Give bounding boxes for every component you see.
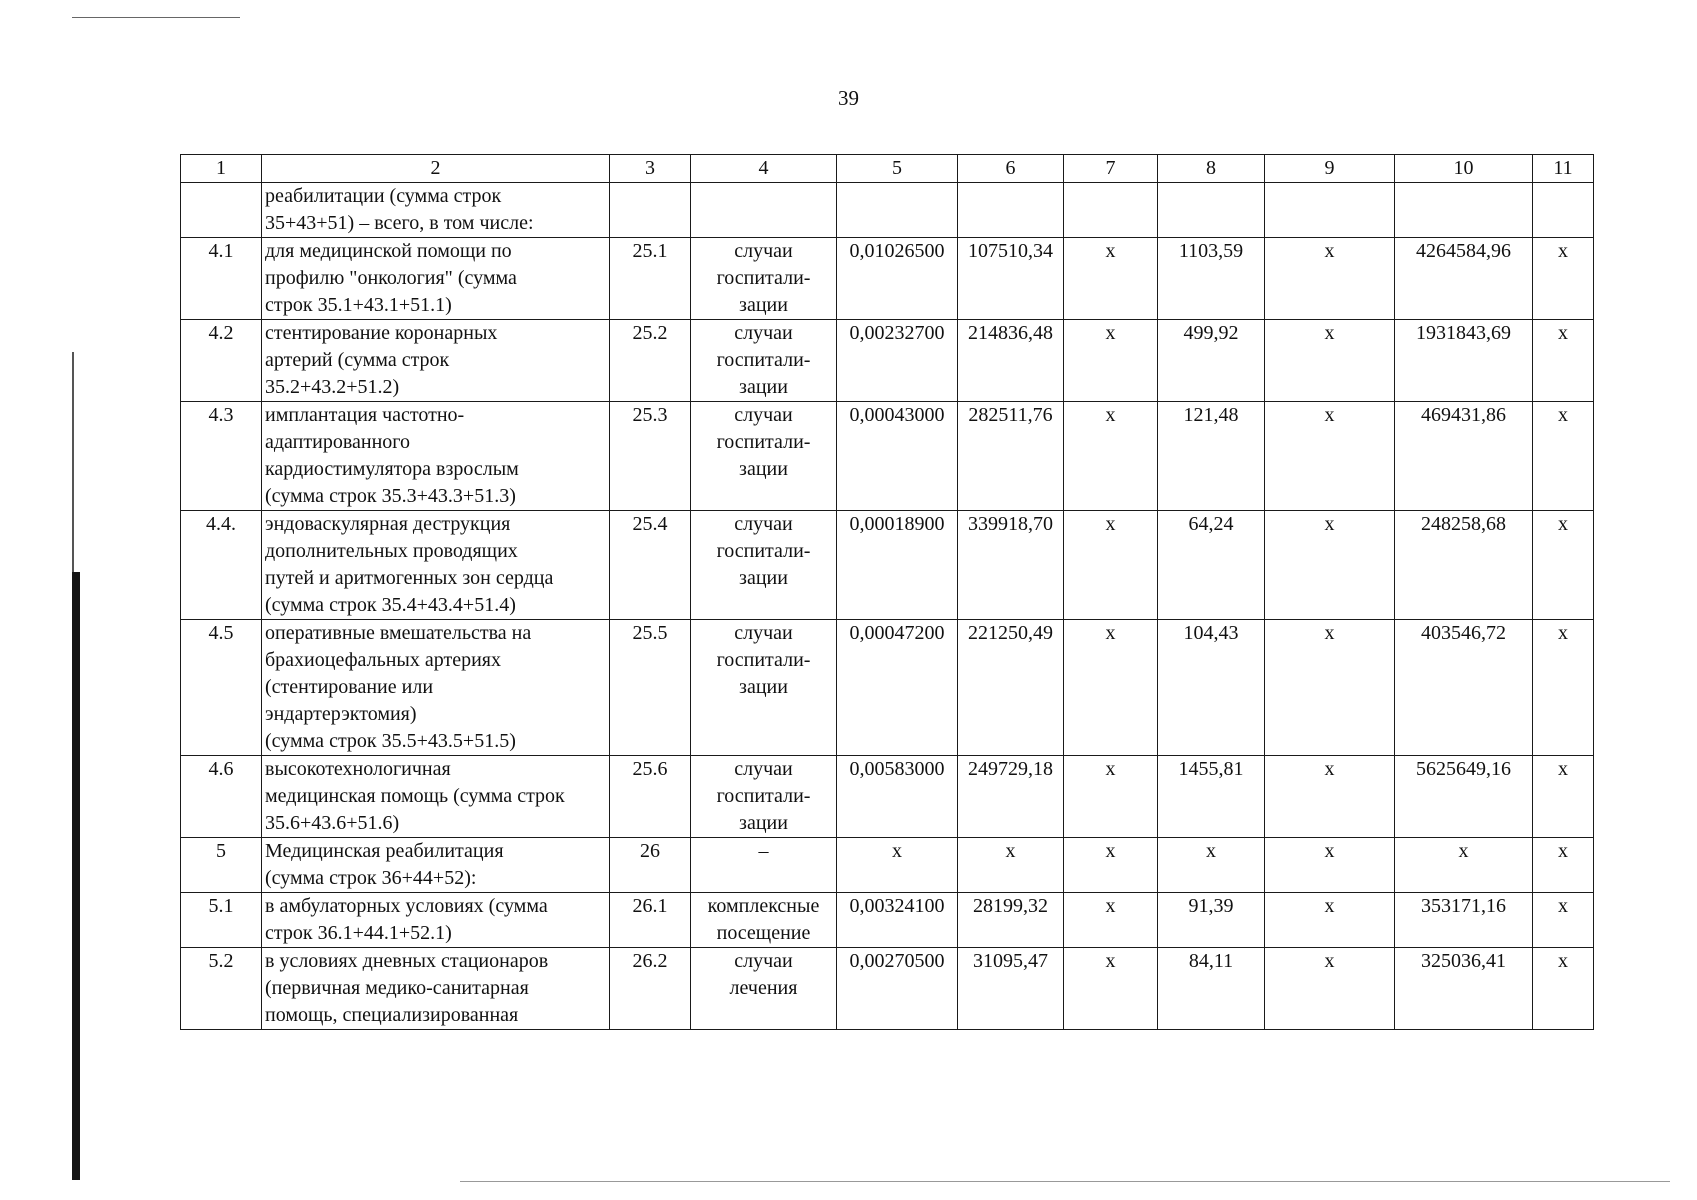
cell-col-1 — [181, 183, 262, 238]
cell-col-8: 91,39 — [1158, 893, 1265, 948]
cell-col-8: 1103,59 — [1158, 238, 1265, 320]
cell-col-10: 353171,16 — [1395, 893, 1533, 948]
cell-text-line: (стентирование или — [265, 676, 434, 698]
cell-col-6: 31095,47 — [958, 948, 1064, 1030]
cell-col-4 — [691, 511, 837, 620]
cell-text-line: случаи — [734, 404, 793, 426]
cell-col-7: х — [1064, 948, 1158, 1030]
cell-text-line: реабилитации (сумма строк — [265, 185, 502, 207]
cell-text-line: госпитали- — [716, 349, 811, 371]
cell-text-line: (сумма строк 35.4+43.4+51.4) — [265, 594, 516, 616]
cell-col-11: х — [1533, 511, 1594, 620]
cell-col-1: 4.4. — [181, 511, 262, 620]
table-row — [181, 948, 1594, 1030]
cell-text-line: случаи — [734, 513, 793, 535]
cell-col-4 — [691, 838, 837, 893]
cell-col-11: х — [1533, 893, 1594, 948]
cell-col-9: х — [1265, 511, 1395, 620]
page-number: 39 — [838, 86, 859, 110]
header-cell: 4 — [691, 155, 837, 183]
bottom-rule — [460, 1181, 1670, 1182]
table-row — [181, 511, 1594, 620]
cell-col-7: х — [1064, 238, 1158, 320]
header-cell: 5 — [837, 155, 958, 183]
cell-text-line: зации — [739, 812, 788, 834]
cell-col-3 — [610, 183, 691, 238]
cell-text-line: в условиях дневных стационаров — [265, 950, 549, 972]
cell-col-11 — [1533, 183, 1594, 238]
cell-col-3: 26.2 — [610, 948, 691, 1030]
header-cell: 1 — [181, 155, 262, 183]
cell-col-11: х — [1533, 238, 1594, 320]
table-row — [181, 756, 1594, 838]
cell-col-2 — [262, 838, 610, 893]
cell-col-8: 1455,81 — [1158, 756, 1265, 838]
cell-col-4 — [691, 183, 837, 238]
cell-text-line: случаи — [734, 622, 793, 644]
cell-text-line: кардиостимулятора взрослым — [265, 458, 519, 480]
cell-col-4 — [691, 238, 837, 320]
cell-col-7: х — [1064, 838, 1158, 893]
cell-col-5 — [837, 183, 958, 238]
table-row — [181, 620, 1594, 756]
header-cell: 11 — [1533, 155, 1594, 183]
cell-text-line: зации — [739, 458, 788, 480]
cell-col-9: х — [1265, 838, 1395, 893]
cell-col-7: х — [1064, 893, 1158, 948]
cell-text-line: помощь, специализированная — [265, 1004, 519, 1026]
cell-col-2 — [262, 620, 610, 756]
cell-col-2 — [262, 756, 610, 838]
cell-text-line: зации — [739, 294, 788, 316]
cell-col-4 — [691, 756, 837, 838]
cell-col-2 — [262, 893, 610, 948]
cell-col-9: х — [1265, 402, 1395, 511]
cell-text-line: брахиоцефальных артериях — [265, 649, 501, 671]
cell-text-line: адаптированного — [265, 431, 410, 453]
cell-col-11: х — [1533, 620, 1594, 756]
cell-col-9: х — [1265, 320, 1395, 402]
cell-col-4 — [691, 620, 837, 756]
cell-text-line: эндартерэктомия) — [265, 703, 417, 725]
cell-col-8: 121,48 — [1158, 402, 1265, 511]
cell-col-10: 469431,86 — [1395, 402, 1533, 511]
cell-col-8: 499,92 — [1158, 320, 1265, 402]
header-cell: 2 — [262, 155, 610, 183]
cell-text-line: случаи — [734, 950, 793, 972]
cell-text-line: эндоваскулярная деструкция — [265, 513, 511, 535]
cell-col-1: 5.2 — [181, 948, 262, 1030]
cell-col-5: 0,00047200 — [837, 620, 958, 756]
cell-text-line: (сумма строк 35.3+43.3+51.3) — [265, 485, 516, 507]
cell-text-line: зации — [739, 676, 788, 698]
cell-text-line: 35.6+43.6+51.6) — [265, 812, 400, 834]
cell-col-7 — [1064, 183, 1158, 238]
cell-col-7: х — [1064, 756, 1158, 838]
cell-col-10: х — [1395, 838, 1533, 893]
cell-col-7: х — [1064, 620, 1158, 756]
cell-col-10: 325036,41 — [1395, 948, 1533, 1030]
cell-col-2 — [262, 511, 610, 620]
cell-col-10: 5625649,16 — [1395, 756, 1533, 838]
cell-col-8: 104,43 — [1158, 620, 1265, 756]
cell-col-1: 5 — [181, 838, 262, 893]
cell-col-1: 4.3 — [181, 402, 262, 511]
cell-text-line: (первичная медико-санитарная — [265, 977, 529, 999]
cell-col-9: х — [1265, 948, 1395, 1030]
cell-col-3: 25.4 — [610, 511, 691, 620]
cell-col-11: х — [1533, 948, 1594, 1030]
cell-col-6: 282511,76 — [958, 402, 1064, 511]
cell-text-line: лечения — [729, 977, 798, 999]
cell-col-5: 0,01026500 — [837, 238, 958, 320]
cell-col-3: 25.5 — [610, 620, 691, 756]
table-row — [181, 320, 1594, 402]
cell-text-line: строк 35.1+43.1+51.1) — [265, 294, 452, 316]
cell-col-3: 25.3 — [610, 402, 691, 511]
cell-text-line: в амбулаторных условиях (сумма — [265, 895, 548, 917]
cell-text-line: зации — [739, 567, 788, 589]
cell-col-6: 214836,48 — [958, 320, 1064, 402]
cell-col-1: 4.2 — [181, 320, 262, 402]
cell-text-line: артерий (сумма строк — [265, 349, 450, 371]
cell-col-6: 221250,49 — [958, 620, 1064, 756]
header-cell: 6 — [958, 155, 1064, 183]
header-cell: 3 — [610, 155, 691, 183]
top-rule — [72, 17, 240, 18]
cell-col-4 — [691, 893, 837, 948]
cell-text-line: 35.2+43.2+51.2) — [265, 376, 400, 398]
table-row — [181, 402, 1594, 511]
cell-text-line: путей и аритмогенных зон сердца — [265, 567, 554, 589]
cell-col-3: 26.1 — [610, 893, 691, 948]
cell-col-5: х — [837, 838, 958, 893]
cell-text-line: высокотехнологичная — [265, 758, 451, 780]
cell-col-3: 25.2 — [610, 320, 691, 402]
cell-text-line: строк 36.1+44.1+52.1) — [265, 922, 452, 944]
cell-col-4 — [691, 320, 837, 402]
cell-col-3: 25.1 — [610, 238, 691, 320]
cell-col-2 — [262, 402, 610, 511]
cell-text-line: медицинская помощь (сумма строк — [265, 785, 565, 807]
cell-col-3: 25.6 — [610, 756, 691, 838]
cell-text-line: (сумма строк 35.5+43.5+51.5) — [265, 730, 516, 752]
cell-text-line: комплексные — [707, 895, 820, 917]
cell-text-line: госпитали- — [716, 785, 811, 807]
cell-col-1: 4.6 — [181, 756, 262, 838]
cell-col-10: 1931843,69 — [1395, 320, 1533, 402]
cell-col-8: 84,11 — [1158, 948, 1265, 1030]
cell-text-line: профилю "онкология" (сумма — [265, 267, 517, 289]
header-cell: 10 — [1395, 155, 1533, 183]
cell-text-line: госпитали- — [716, 267, 811, 289]
cell-col-7: х — [1064, 511, 1158, 620]
cell-text-line: посещение — [716, 922, 811, 944]
cell-col-6: 339918,70 — [958, 511, 1064, 620]
header-cell: 9 — [1265, 155, 1395, 183]
cell-text-line: госпитали- — [716, 431, 811, 453]
cell-text-line: 35+43+51) – всего, в том числе: — [265, 212, 534, 234]
cell-col-7: х — [1064, 320, 1158, 402]
cell-text-line: – — [758, 840, 769, 862]
cell-col-2 — [262, 238, 610, 320]
cell-col-5: 0,00043000 — [837, 402, 958, 511]
cell-col-5: 0,00583000 — [837, 756, 958, 838]
cell-col-5: 0,00324100 — [837, 893, 958, 948]
cell-text-line: (сумма строк 36+44+52): — [265, 867, 477, 889]
cell-col-3: 26 — [610, 838, 691, 893]
cell-col-6: 249729,18 — [958, 756, 1064, 838]
cell-col-10: 248258,68 — [1395, 511, 1533, 620]
cell-col-6: х — [958, 838, 1064, 893]
cell-col-6: 107510,34 — [958, 238, 1064, 320]
cell-col-1: 5.1 — [181, 893, 262, 948]
cell-col-10: 403546,72 — [1395, 620, 1533, 756]
cell-col-9: х — [1265, 893, 1395, 948]
cell-col-8: 64,24 — [1158, 511, 1265, 620]
cell-text-line: случаи — [734, 240, 793, 262]
scan-margin-line — [72, 352, 74, 572]
cell-col-2 — [262, 183, 610, 238]
cell-col-11: х — [1533, 756, 1594, 838]
cell-text-line: для медицинской помощи по — [265, 240, 512, 262]
cell-col-11: х — [1533, 402, 1594, 511]
table-body — [181, 183, 1594, 1030]
cell-text-line: Медицинская реабилитация — [265, 840, 504, 862]
scan-binding-edge — [72, 572, 80, 1180]
cell-col-5: 0,00270500 — [837, 948, 958, 1030]
table-row — [181, 183, 1594, 238]
header-cell: 7 — [1064, 155, 1158, 183]
cell-col-9: х — [1265, 238, 1395, 320]
cell-col-11: х — [1533, 838, 1594, 893]
cell-col-6 — [958, 183, 1064, 238]
cell-text-line: зации — [739, 376, 788, 398]
cell-col-8 — [1158, 183, 1265, 238]
cell-col-7: х — [1064, 402, 1158, 511]
cell-col-6: 28199,32 — [958, 893, 1064, 948]
cell-col-9 — [1265, 183, 1395, 238]
cell-text-line: госпитали- — [716, 649, 811, 671]
data-table — [180, 154, 1594, 1030]
cell-col-1: 4.1 — [181, 238, 262, 320]
cell-col-4 — [691, 402, 837, 511]
cell-text-line: случаи — [734, 322, 793, 344]
cell-text-line: оперативные вмешательства на — [265, 622, 532, 644]
cell-col-10: 4264584,96 — [1395, 238, 1533, 320]
cell-text-line: госпитали- — [716, 540, 811, 562]
cell-text-line: случаи — [734, 758, 793, 780]
cell-text-line: стентирование коронарных — [265, 322, 498, 344]
cell-col-2 — [262, 320, 610, 402]
cell-col-2 — [262, 948, 610, 1030]
cell-col-9: х — [1265, 620, 1395, 756]
cell-col-5: 0,00018900 — [837, 511, 958, 620]
header-row — [181, 155, 1594, 183]
table-row — [181, 893, 1594, 948]
cell-text-line: дополнительных проводящих — [265, 540, 518, 562]
cell-col-1: 4.5 — [181, 620, 262, 756]
cell-col-4 — [691, 948, 837, 1030]
cell-col-8: х — [1158, 838, 1265, 893]
cell-col-9: х — [1265, 756, 1395, 838]
header-cell: 8 — [1158, 155, 1265, 183]
table-row — [181, 838, 1594, 893]
cell-text-line: имплантация частотно- — [265, 404, 465, 426]
cell-col-10 — [1395, 183, 1533, 238]
table-row — [181, 238, 1594, 320]
cell-col-5: 0,00232700 — [837, 320, 958, 402]
cell-col-11: х — [1533, 320, 1594, 402]
